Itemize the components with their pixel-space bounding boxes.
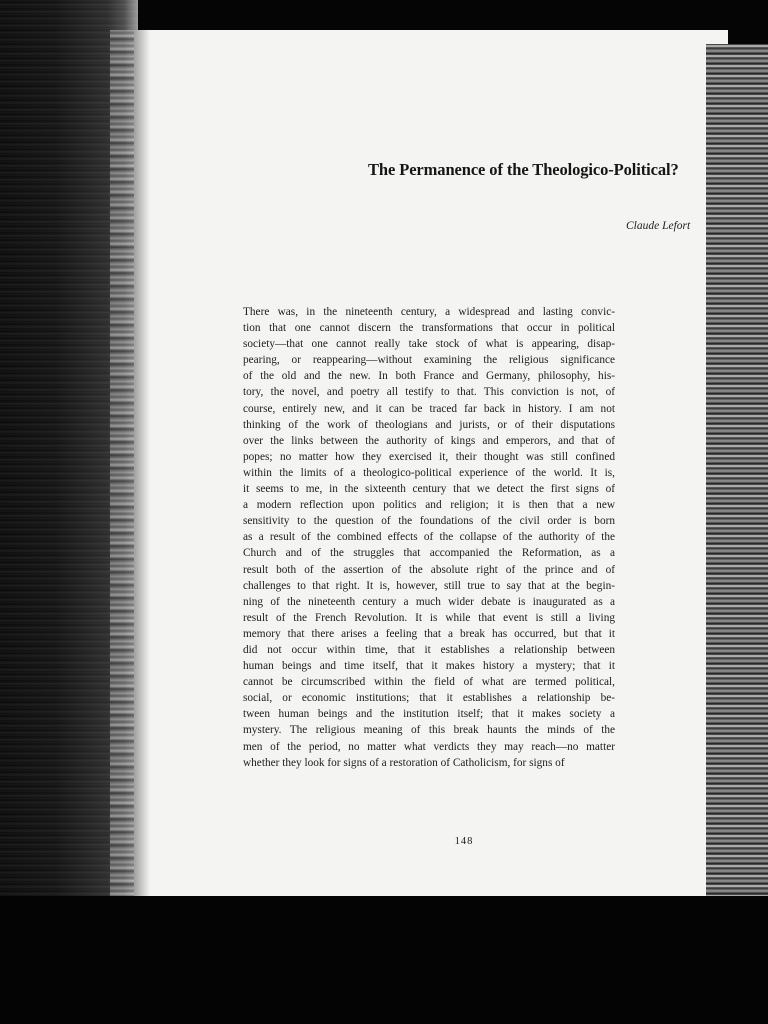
scan-bottom-edge bbox=[0, 896, 768, 1024]
body-line: popes; no matter how they exercised it, their thought was still confined bbox=[243, 450, 615, 463]
body-line: thinking of the work of theologians and jurists, or of their disputations bbox=[243, 418, 615, 431]
body-line: social, or economic institutions; that it establishes a relationship be- bbox=[243, 692, 615, 705]
page-number: 148 bbox=[454, 836, 474, 847]
body-line: society—that one cannot really take stock of what is appearing, disap- bbox=[243, 338, 615, 351]
body-line: cannot be circumscribed within the field of what are termed political, bbox=[243, 676, 615, 689]
body-line: ning of the nineteenth century a much wider debate is inaugurated as a bbox=[243, 595, 615, 608]
body-line: tory, the novel, and poetry all testify to that. This conviction is not, of bbox=[243, 386, 615, 399]
chapter-author: Claude Lefort bbox=[626, 220, 691, 232]
body-line: over the links between the authority of kings and emperors, and that of bbox=[243, 434, 615, 447]
body-line: result of the French Revolution. It is while that event is still a living bbox=[243, 611, 615, 624]
body-line: whether they look for signs of a restoration of Catholicism, for signs of bbox=[243, 756, 565, 769]
body-line: Church and of the struggles that accompanied the Reformation, as a bbox=[243, 547, 615, 560]
body-line: tween human beings and the institution itself; that it makes society a bbox=[243, 708, 615, 721]
body-line: mystery. The religious meaning of this break haunts the minds of the bbox=[243, 724, 615, 737]
body-line: did not occur within time, that it establishes a relationship between bbox=[243, 643, 615, 656]
body-line: of the old and the new. In both France and Germany, philosophy, his- bbox=[243, 370, 615, 383]
body-line: memory that there arises a feeling that a break has occurred, but that it bbox=[243, 627, 615, 640]
body-line: pearing, or reappearing—without examining the religious significance bbox=[243, 354, 615, 367]
page-edge-shadow bbox=[134, 30, 150, 898]
body-line: men of the period, no matter what verdicts they may reach—no matter bbox=[243, 740, 615, 753]
body-line: sensitivity to the question of the foundations of the civil order is born bbox=[243, 515, 615, 528]
body-line: challenges to that right. It is, however, still true to say that at the begin- bbox=[243, 579, 615, 592]
body-line: within the limits of a theologico-political experience of the world. It is, bbox=[243, 466, 615, 479]
body-line: result both of the assertion of the absolute right of the prince and of bbox=[243, 563, 615, 576]
body-line: a modern reflection upon politics and religion; it is then that a new bbox=[243, 499, 615, 512]
chapter-title: The Permanence of the Theologico-Political? bbox=[368, 160, 679, 179]
body-line: course, entirely new, and it can be traced far back in history. I am not bbox=[243, 402, 615, 415]
body-line: There was, in the nineteenth century, a widespread and lasting convic- bbox=[243, 306, 615, 318]
body-line: tion that one cannot discern the transformations that occur in political bbox=[243, 322, 615, 335]
body-line: as a result of the combined effects of the collapse of the authority of the bbox=[243, 531, 615, 544]
body-line: it seems to me, in the sixteenth century that we detect the first signs of bbox=[243, 483, 615, 496]
body-paragraph bbox=[243, 304, 615, 771]
body-line: human beings and time itself, that it makes history a mystery; that it bbox=[243, 660, 615, 673]
